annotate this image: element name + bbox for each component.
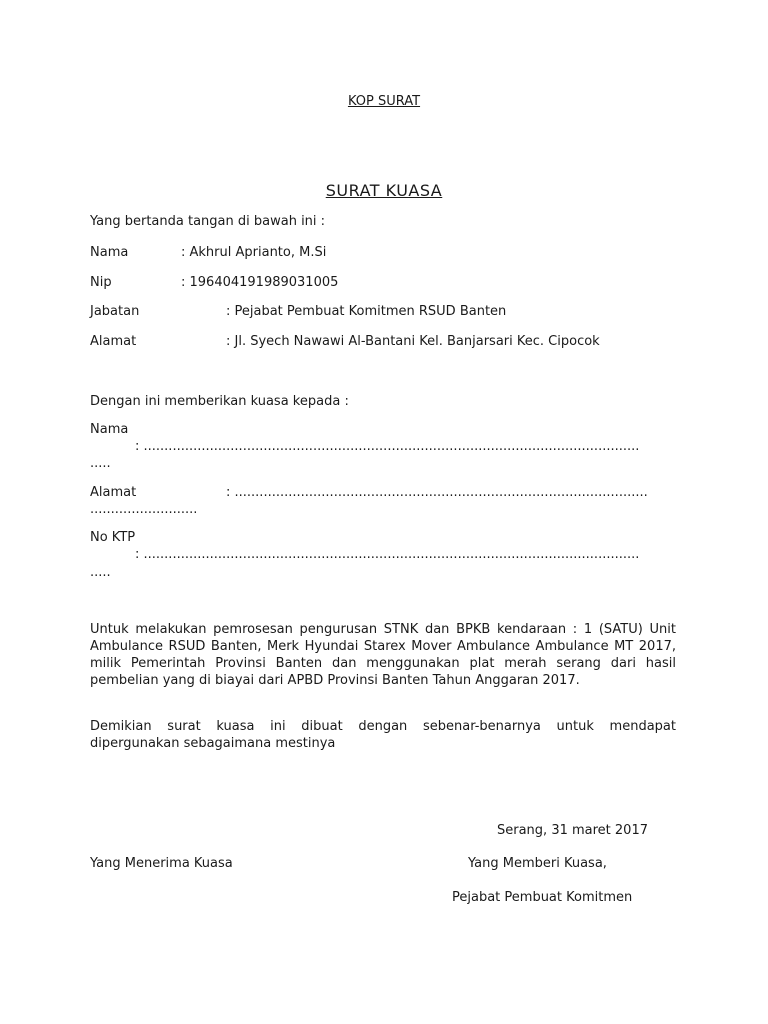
recipient-ktp-label: No KTP: [90, 530, 136, 545]
recipient-nama-label: Nama: [90, 422, 129, 437]
signer-jabatan-value: : Pejabat Pembuat Komitmen RSUD Banten: [226, 304, 507, 319]
signer-nip-value: : 196404191989031005: [181, 275, 339, 290]
closing-paragraph: Demikian surat kuasa ini dibuat dengan sebenar-benarnya untuk mendapat dipergunakan sebagaimana mestinya: [90, 719, 676, 751]
document-title: SURAT KUASA: [325, 181, 443, 200]
recipient-alamat-field: : ....................................................................................................: [226, 485, 648, 500]
recipient-ktp-field: : ........................................................................................................................: [135, 547, 640, 562]
signer-alamat-value: : Jl. Syech Nawawi Al-Bantani Kel. Banjarsari Kec. Cipocok: [226, 334, 600, 349]
intro-text: Yang bertanda tangan di bawah ini :: [90, 214, 326, 229]
purpose-paragraph: Untuk melakukan pemrosesan pengurusan STNK dan BPKB kendaraan : 1 (SATU) Unit Ambulance RSUD Banten, Merk Hyundai Starex Mover Ambulance Ambulance MT 2017, milik Pemerintah Provinsi Banten dan menggunakan plat merah serang dari hasil pembelian yang di biayai dari APBD Provinsi Banten Tahun Anggaran 2017.: [90, 622, 676, 688]
signer-nip-label: Nip: [90, 275, 112, 290]
grant-intro-text: Dengan ini memberikan kuasa kepada :: [90, 394, 349, 409]
recipient-ktp-field-continued: .....: [90, 565, 111, 580]
giver-signature-label: Yang Memberi Kuasa,: [468, 856, 607, 871]
signer-nama-value: : Akhrul Aprianto, M.Si: [181, 245, 327, 260]
giver-title: Pejabat Pembuat Komitmen: [452, 890, 633, 905]
signer-jabatan-label: Jabatan: [90, 304, 140, 319]
recipient-nama-field-continued: .....: [90, 456, 111, 471]
recipient-nama-field: : ........................................................................................................................: [135, 439, 640, 454]
letterhead-placeholder: KOP SURAT: [347, 94, 421, 109]
signer-nama-label: Nama: [90, 245, 129, 260]
receiver-signature-label: Yang Menerima Kuasa: [90, 856, 233, 871]
signer-alamat-label: Alamat: [90, 334, 137, 349]
recipient-alamat-label: Alamat: [90, 485, 137, 500]
recipient-alamat-field-continued: ..........................: [90, 502, 198, 517]
place-date: Serang, 31 maret 2017: [497, 823, 648, 838]
